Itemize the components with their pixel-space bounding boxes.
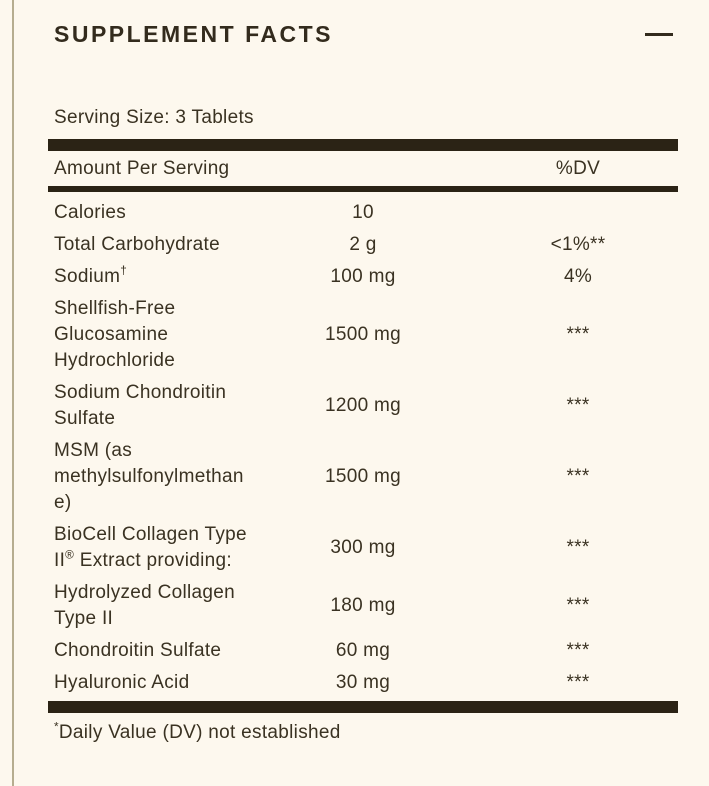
accordion-header[interactable] <box>48 0 678 47</box>
table-header-row <box>48 151 678 186</box>
nutrient-label: Chondroitin Sulfate <box>54 640 222 661</box>
nutrient-row <box>48 261 678 293</box>
nutrient-label: Hydrolyzed Collagen Type II <box>54 582 236 629</box>
nutrient-label: Total Carbohydrate <box>54 234 220 255</box>
nutrient-amount: 1500 mg <box>324 324 402 345</box>
serving-size-text: Serving Size: 3 Tablets <box>54 107 254 128</box>
nutrient-row <box>48 667 678 699</box>
nutrient-row <box>48 377 678 435</box>
footnote <box>48 720 678 746</box>
nutrient-amount: 60 mg <box>335 640 391 661</box>
nutrient-dv: *** <box>566 672 590 693</box>
nutrient-label: Hyaluronic Acid <box>54 672 190 693</box>
nutrient-row <box>48 635 678 667</box>
nutrient-row <box>48 229 678 261</box>
column-header-dv: %DV <box>555 158 601 179</box>
nutrient-amount: 1200 mg <box>324 395 402 416</box>
column-header-amount: Amount Per Serving <box>54 158 230 179</box>
nutrient-dv: *** <box>566 537 590 558</box>
nutrient-label: BioCell Collagen Type II® Extract providing: <box>54 524 247 571</box>
nutrient-label: Shellfish-Free Glucosamine Hydrochloride <box>54 298 176 371</box>
nutrient-row <box>48 435 678 519</box>
supplement-facts-panel <box>48 0 678 746</box>
nutrient-table <box>48 192 678 699</box>
bottom-divider-bar <box>48 701 678 713</box>
footnote-text: Daily Value (DV) not established <box>58 722 341 743</box>
nutrient-amount: 30 mg <box>335 672 391 693</box>
nutrient-dv: *** <box>566 324 590 345</box>
nutrient-label: MSM (as methylsulfonylmethane) <box>54 440 244 513</box>
nutrient-amount: 10 <box>352 202 374 223</box>
footnote-asterisk: * <box>54 720 59 734</box>
nutrient-label: Calories <box>54 202 127 223</box>
nutrient-amount: 1500 mg <box>324 466 402 487</box>
nutrient-dv: *** <box>566 595 590 616</box>
nutrient-amount: 180 mg <box>330 595 396 616</box>
nutrient-dv: *** <box>566 640 590 661</box>
nutrient-row <box>48 197 678 229</box>
nutrient-dv: *** <box>566 395 590 416</box>
nutrient-dv: *** <box>566 466 590 487</box>
top-divider-bar <box>48 139 678 151</box>
nutrient-row <box>48 293 678 377</box>
nutrient-label: Sodium† <box>54 264 128 287</box>
nutrient-dv: <1%** <box>550 234 606 255</box>
nutrient-amount: 100 mg <box>330 266 396 287</box>
page-title: SUPPLEMENT FACTS <box>54 21 333 47</box>
nutrient-dv: 4% <box>563 266 593 287</box>
nutrient-label: Sodium Chondroitin Sulfate <box>54 382 227 429</box>
nutrient-amount: 2 g <box>349 234 377 255</box>
nutrient-amount: 300 mg <box>330 537 396 558</box>
nutrient-row <box>48 577 678 635</box>
minus-icon[interactable] <box>645 33 673 36</box>
left-divider-line <box>12 0 14 786</box>
nutrient-row <box>48 519 678 577</box>
